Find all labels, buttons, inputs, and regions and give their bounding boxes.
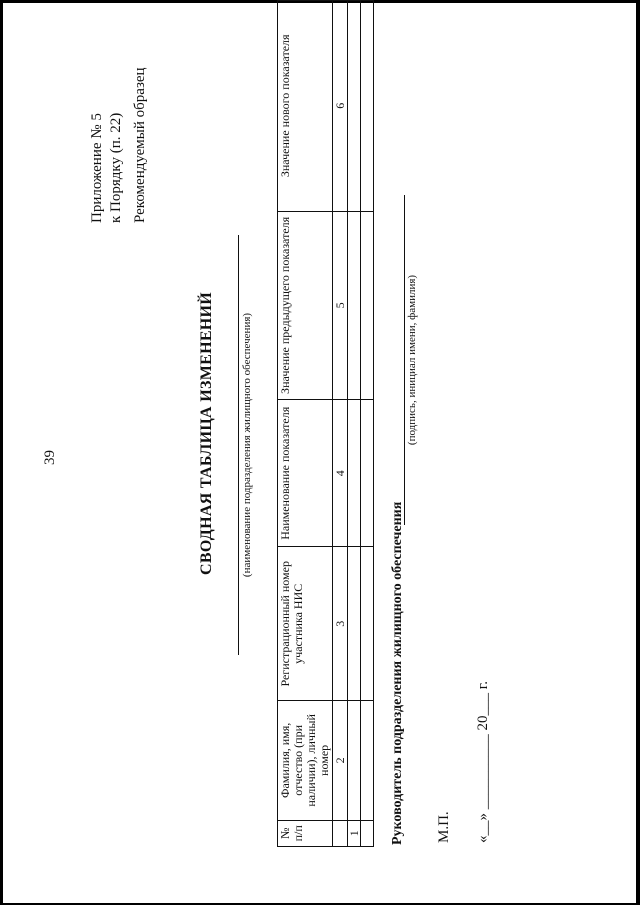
column-number-cell: 6 <box>333 1 348 212</box>
date-line: «__» __________ 20___ г. <box>475 681 491 843</box>
signature-label: Руководитель подразделения жилищного обеспечения <box>390 501 405 845</box>
table-header-row <box>278 1 333 847</box>
header-cell: Наименование показателя <box>278 400 333 547</box>
appendix-reference <box>88 113 126 223</box>
header-cell: № п/п <box>278 820 333 846</box>
table-cell <box>348 400 361 547</box>
table-cell <box>348 1 361 212</box>
header-cell: Регистрационный номер участника НИС <box>278 547 333 701</box>
table-cell <box>348 701 361 820</box>
column-number-row <box>333 1 348 847</box>
signature-caption: (подпись, инициал имени, фамилия) <box>406 274 418 446</box>
table-row <box>348 1 361 847</box>
changes-table <box>277 0 374 847</box>
stamp-label: М.П. <box>436 811 452 843</box>
header-cell: Фамилия, имя, отчество (при наличии), личный номер <box>278 701 333 820</box>
column-number-cell: 4 <box>333 400 348 547</box>
header-cell: Значение нового показателя <box>278 1 333 212</box>
table-cell <box>348 211 361 400</box>
column-number-cell <box>333 820 348 846</box>
header-cell: Значение предыдущего показателя <box>278 211 333 400</box>
sample-note: Рекомендуемый образец <box>132 67 148 223</box>
appendix-line-2: к Порядку (п. 22) <box>108 112 124 223</box>
appendix-line-1: Приложение № 5 <box>89 113 105 223</box>
department-caption: (наименование подразделения жилищного обеспечения) <box>241 312 253 578</box>
table-cell <box>348 547 361 701</box>
column-number-cell: 2 <box>333 701 348 820</box>
table-row <box>361 1 374 847</box>
department-underline <box>238 235 239 655</box>
table-cell: 1 <box>348 820 361 846</box>
column-number-cell: 3 <box>333 547 348 701</box>
page-number: 39 <box>42 450 58 465</box>
signature-underline <box>404 195 405 525</box>
document-title: СВОДНАЯ ТАБЛИЦА ИЗМЕНЕНИЙ <box>198 291 215 575</box>
column-number-cell: 5 <box>333 211 348 400</box>
